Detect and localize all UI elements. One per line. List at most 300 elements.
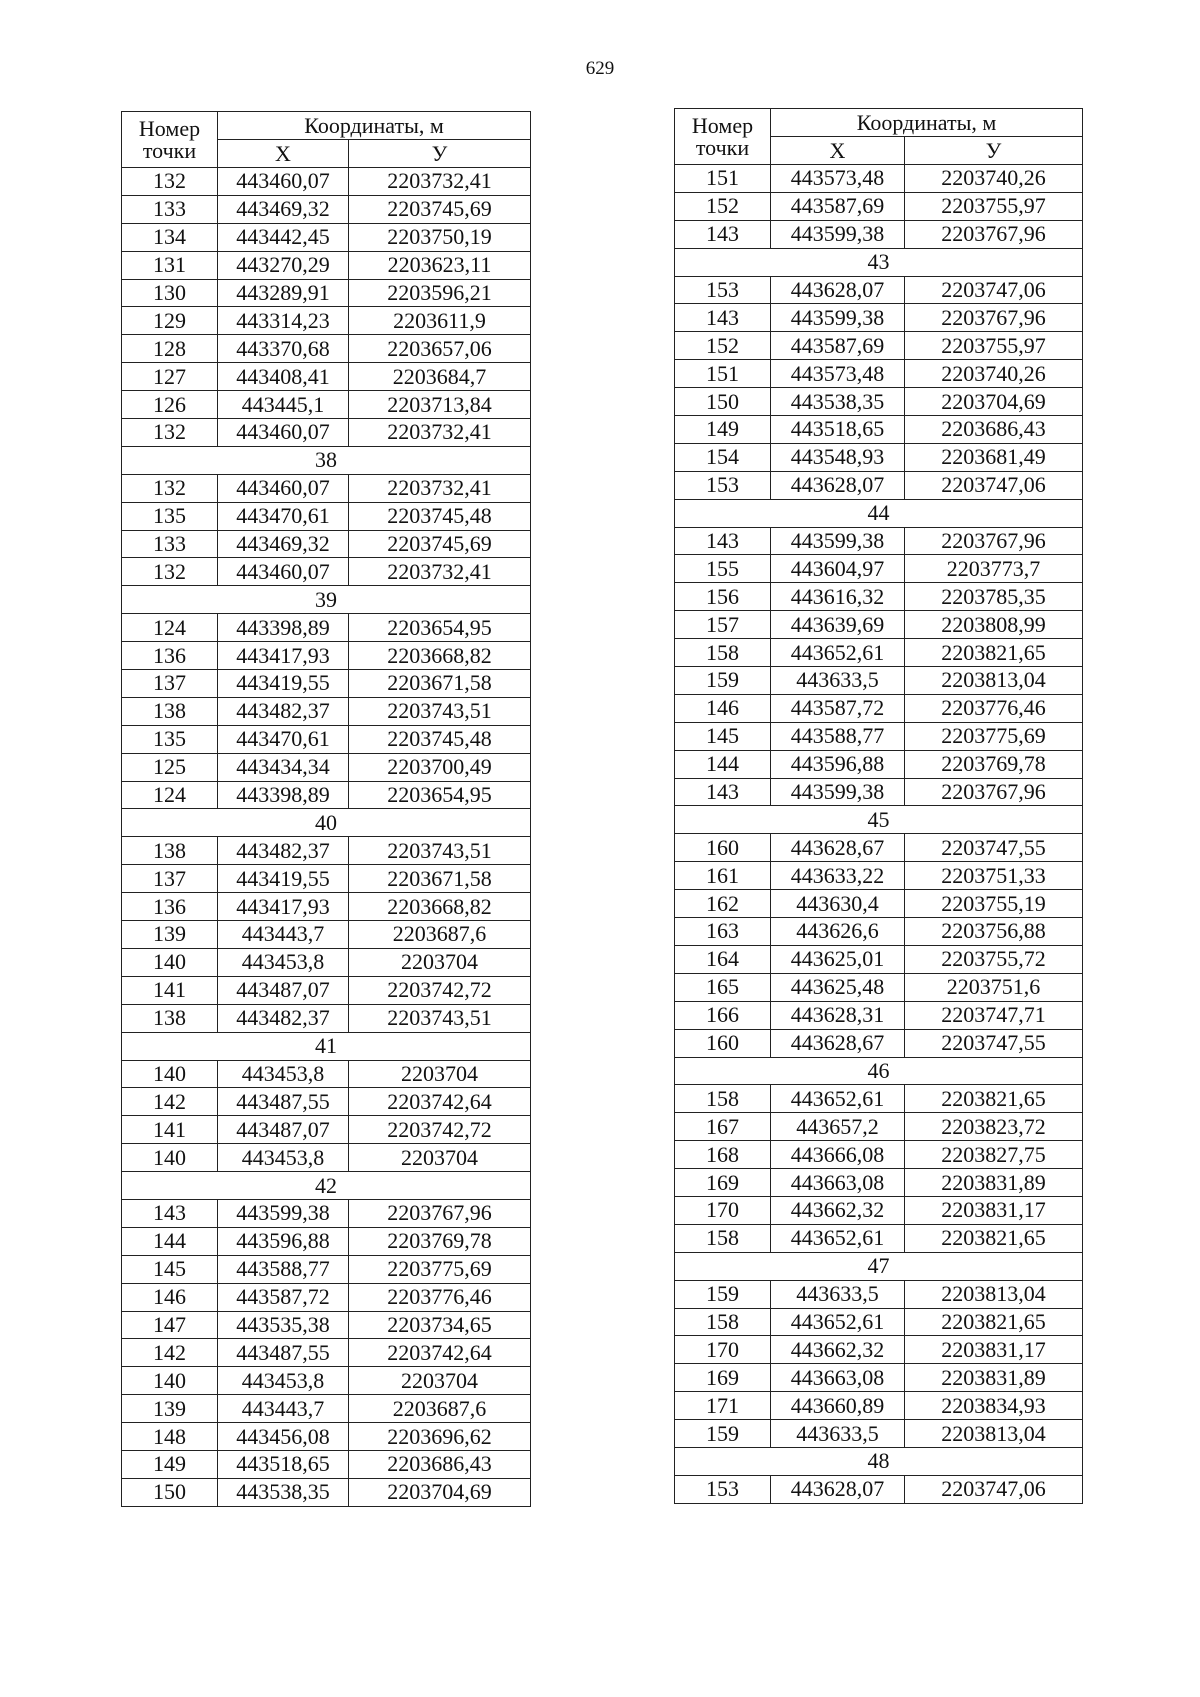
y-coordinate-cell: 2203747,06	[905, 471, 1083, 499]
x-coordinate-cell: 443588,77	[218, 1255, 349, 1283]
y-coordinate-cell: 2203740,26	[905, 360, 1083, 388]
point-number-cell: 146	[675, 694, 771, 722]
y-coordinate-cell: 2203755,97	[905, 192, 1083, 220]
x-coordinate-cell: 443470,61	[218, 502, 349, 530]
x-coordinate-cell: 443652,61	[771, 1308, 905, 1336]
table-row	[122, 614, 531, 642]
x-coordinate-cell: 443470,61	[218, 725, 349, 753]
y-coordinate-cell: 2203751,33	[905, 862, 1083, 890]
table-row	[122, 530, 531, 558]
point-number-cell: 140	[122, 1060, 218, 1088]
table-row	[675, 694, 1083, 722]
section-number: 48	[675, 1447, 1083, 1475]
table-row	[122, 1088, 531, 1116]
table-row	[122, 921, 531, 949]
point-number-cell: 151	[675, 165, 771, 193]
y-coordinate-cell: 2203756,88	[905, 918, 1083, 946]
x-coordinate-cell: 443270,29	[218, 251, 349, 279]
y-coordinate-cell: 2203686,43	[905, 416, 1083, 444]
y-coordinate-cell: 2203596,21	[349, 279, 531, 307]
x-coordinate-cell: 443573,48	[771, 165, 905, 193]
x-coordinate-cell: 443588,77	[771, 722, 905, 750]
x-coordinate-cell: 443314,23	[218, 307, 349, 335]
point-number-cell: 143	[675, 304, 771, 332]
point-number-cell: 128	[122, 335, 218, 363]
point-number-cell: 127	[122, 363, 218, 391]
point-number-cell: 171	[675, 1392, 771, 1420]
y-coordinate-cell: 2203767,96	[905, 527, 1083, 555]
x-coordinate-cell: 443628,07	[771, 276, 905, 304]
header-point-number-line2: точки	[142, 137, 197, 163]
y-coordinate-cell: 2203742,72	[349, 1116, 531, 1144]
x-coordinate-cell: 443663,08	[771, 1169, 905, 1197]
x-coordinate-cell: 443398,89	[218, 614, 349, 642]
table-row	[675, 1364, 1083, 1392]
point-number-cell: 138	[122, 697, 218, 725]
x-coordinate-cell: 443587,69	[771, 332, 905, 360]
x-coordinate-cell: 443587,69	[771, 192, 905, 220]
table-row	[122, 1311, 531, 1339]
point-number-cell: 156	[675, 583, 771, 611]
point-number-cell: 160	[675, 1029, 771, 1057]
table-row	[122, 697, 531, 725]
point-number-cell: 138	[122, 837, 218, 865]
point-number-cell: 161	[675, 862, 771, 890]
x-coordinate-cell: 443662,32	[771, 1336, 905, 1364]
table-row	[675, 1196, 1083, 1224]
table-row	[675, 890, 1083, 918]
header-point-number-line1: Номер	[691, 112, 754, 138]
section-row	[675, 1252, 1083, 1280]
point-number-cell: 150	[675, 388, 771, 416]
table-row	[675, 778, 1083, 806]
table-row	[675, 945, 1083, 973]
x-coordinate-cell: 443652,61	[771, 1085, 905, 1113]
point-number-cell: 132	[122, 419, 218, 447]
y-coordinate-cell: 2203834,93	[905, 1392, 1083, 1420]
point-number-cell: 143	[675, 778, 771, 806]
point-number-cell: 149	[675, 416, 771, 444]
point-number-cell: 151	[675, 360, 771, 388]
y-coordinate-cell: 2203696,62	[349, 1423, 531, 1451]
y-coordinate-cell: 2203747,71	[905, 1001, 1083, 1029]
x-coordinate-cell: 443460,07	[218, 168, 349, 196]
x-coordinate-cell: 443419,55	[218, 865, 349, 893]
x-coordinate-cell: 443633,22	[771, 862, 905, 890]
x-coordinate-cell: 443666,08	[771, 1141, 905, 1169]
point-number-cell: 145	[675, 722, 771, 750]
y-coordinate-cell: 2203742,72	[349, 976, 531, 1004]
x-coordinate-cell: 443487,07	[218, 1116, 349, 1144]
point-number-cell: 125	[122, 753, 218, 781]
y-coordinate-cell: 2203767,96	[905, 778, 1083, 806]
y-coordinate-cell: 2203821,65	[905, 1224, 1083, 1252]
table-row	[122, 753, 531, 781]
x-coordinate-cell: 443587,72	[771, 694, 905, 722]
table-row	[122, 391, 531, 419]
y-coordinate-cell: 2203821,65	[905, 1308, 1083, 1336]
point-number-cell: 146	[122, 1283, 218, 1311]
x-coordinate-cell: 443628,31	[771, 1001, 905, 1029]
point-number-cell: 160	[675, 834, 771, 862]
point-number-cell: 153	[675, 276, 771, 304]
table-row	[122, 642, 531, 670]
table-row	[122, 1283, 531, 1311]
table-row	[675, 1475, 1083, 1503]
y-coordinate-cell: 2203755,19	[905, 890, 1083, 918]
point-number-cell: 158	[675, 1224, 771, 1252]
x-coordinate-cell: 443460,07	[218, 558, 349, 586]
y-coordinate-cell: 2203821,65	[905, 1085, 1083, 1113]
x-coordinate-cell: 443535,38	[218, 1311, 349, 1339]
point-number-cell: 134	[122, 223, 218, 251]
section-number: 38	[122, 446, 531, 474]
y-coordinate-cell: 2203732,41	[349, 474, 531, 502]
point-number-cell: 132	[122, 168, 218, 196]
y-coordinate-cell: 2203755,97	[905, 332, 1083, 360]
x-coordinate-cell: 443628,07	[771, 1475, 905, 1503]
y-coordinate-cell: 2203687,6	[349, 921, 531, 949]
x-coordinate-cell: 443538,35	[771, 388, 905, 416]
header-coordinates: Координаты, м	[771, 109, 1083, 137]
y-coordinate-cell: 2203831,89	[905, 1364, 1083, 1392]
x-coordinate-cell: 443487,55	[218, 1339, 349, 1367]
table-row	[122, 1060, 531, 1088]
y-coordinate-cell: 2203827,75	[905, 1141, 1083, 1169]
table-row	[675, 192, 1083, 220]
point-number-cell: 153	[675, 1475, 771, 1503]
point-number-cell: 143	[675, 220, 771, 248]
point-number-cell: 129	[122, 307, 218, 335]
table-row	[122, 307, 531, 335]
x-coordinate-cell: 443628,07	[771, 471, 905, 499]
x-coordinate-cell: 443626,6	[771, 918, 905, 946]
y-coordinate-cell: 2203755,72	[905, 945, 1083, 973]
y-coordinate-cell: 2203668,82	[349, 642, 531, 670]
table-row	[675, 165, 1083, 193]
x-coordinate-cell: 443662,32	[771, 1196, 905, 1224]
x-coordinate-cell: 443599,38	[771, 527, 905, 555]
y-coordinate-cell: 2203704	[349, 1367, 531, 1395]
point-number-cell: 159	[675, 1280, 771, 1308]
header-y: У	[349, 140, 531, 168]
y-coordinate-cell: 2203751,6	[905, 973, 1083, 1001]
x-coordinate-cell: 443587,72	[218, 1283, 349, 1311]
x-coordinate-cell: 443625,48	[771, 973, 905, 1001]
y-coordinate-cell: 2203767,96	[349, 1199, 531, 1227]
y-coordinate-cell: 2203742,64	[349, 1088, 531, 1116]
table-row	[675, 862, 1083, 890]
y-coordinate-cell: 2203776,46	[349, 1283, 531, 1311]
y-coordinate-cell: 2203745,69	[349, 530, 531, 558]
point-number-cell: 132	[122, 474, 218, 502]
x-coordinate-cell: 443518,65	[771, 416, 905, 444]
x-coordinate-cell: 443487,07	[218, 976, 349, 1004]
point-number-cell: 143	[122, 1199, 218, 1227]
point-number-cell: 152	[675, 332, 771, 360]
y-coordinate-cell: 2203657,06	[349, 335, 531, 363]
point-number-cell: 150	[122, 1478, 218, 1506]
point-number-cell: 169	[675, 1169, 771, 1197]
x-coordinate-cell: 443398,89	[218, 781, 349, 809]
table-row	[122, 670, 531, 698]
y-coordinate-cell: 2203713,84	[349, 391, 531, 419]
x-coordinate-cell: 443538,35	[218, 1478, 349, 1506]
x-coordinate-cell: 443652,61	[771, 1224, 905, 1252]
x-coordinate-cell: 443460,07	[218, 474, 349, 502]
table-row	[122, 251, 531, 279]
table-row	[675, 1085, 1083, 1113]
section-number: 44	[675, 499, 1083, 527]
x-coordinate-cell: 443453,8	[218, 948, 349, 976]
y-coordinate-cell: 2203785,35	[905, 583, 1083, 611]
table-row	[675, 1001, 1083, 1029]
point-number-cell: 137	[122, 865, 218, 893]
table-row	[122, 865, 531, 893]
header-x: X	[218, 140, 349, 168]
point-number-cell: 159	[675, 667, 771, 695]
y-coordinate-cell: 2203623,11	[349, 251, 531, 279]
x-coordinate-cell: 443453,8	[218, 1367, 349, 1395]
y-coordinate-cell: 2203734,65	[349, 1311, 531, 1339]
table-row	[675, 583, 1083, 611]
y-coordinate-cell: 2203704	[349, 1144, 531, 1172]
table-row	[675, 388, 1083, 416]
page-number: 629	[585, 58, 615, 79]
y-coordinate-cell: 2203767,96	[905, 220, 1083, 248]
y-coordinate-cell: 2203740,26	[905, 165, 1083, 193]
table-row	[675, 722, 1083, 750]
table-row	[122, 837, 531, 865]
section-row	[122, 586, 531, 614]
y-coordinate-cell: 2203671,58	[349, 670, 531, 698]
y-coordinate-cell: 2203813,04	[905, 1420, 1083, 1448]
x-coordinate-cell: 443453,8	[218, 1060, 349, 1088]
x-coordinate-cell: 443482,37	[218, 697, 349, 725]
x-coordinate-cell: 443417,93	[218, 893, 349, 921]
table-row	[122, 474, 531, 502]
table-row	[122, 195, 531, 223]
point-number-cell: 135	[122, 502, 218, 530]
point-number-cell: 145	[122, 1255, 218, 1283]
x-coordinate-cell: 443599,38	[771, 304, 905, 332]
table-row	[675, 1141, 1083, 1169]
y-coordinate-cell: 2203742,64	[349, 1339, 531, 1367]
table-row	[122, 419, 531, 447]
table-row	[675, 973, 1083, 1001]
y-coordinate-cell: 2203831,17	[905, 1196, 1083, 1224]
x-coordinate-cell: 443482,37	[218, 837, 349, 865]
point-number-cell: 157	[675, 611, 771, 639]
table-row	[675, 527, 1083, 555]
table-row	[122, 502, 531, 530]
point-number-cell: 144	[675, 750, 771, 778]
y-coordinate-cell: 2203743,51	[349, 697, 531, 725]
table-row	[675, 639, 1083, 667]
point-number-cell: 136	[122, 642, 218, 670]
point-number-cell: 153	[675, 471, 771, 499]
x-coordinate-cell: 443652,61	[771, 639, 905, 667]
point-number-cell: 140	[122, 1144, 218, 1172]
table-row	[122, 168, 531, 196]
x-coordinate-cell: 443419,55	[218, 670, 349, 698]
point-number-cell: 158	[675, 1308, 771, 1336]
x-coordinate-cell: 443616,32	[771, 583, 905, 611]
x-coordinate-cell: 443596,88	[771, 750, 905, 778]
table-row	[675, 1336, 1083, 1364]
point-number-cell: 166	[675, 1001, 771, 1029]
y-coordinate-cell: 2203813,04	[905, 667, 1083, 695]
x-coordinate-cell: 443657,2	[771, 1113, 905, 1141]
y-coordinate-cell: 2203700,49	[349, 753, 531, 781]
y-coordinate-cell: 2203654,95	[349, 614, 531, 642]
table-row	[122, 1199, 531, 1227]
point-number-cell: 168	[675, 1141, 771, 1169]
point-number-cell: 163	[675, 918, 771, 946]
header-x: X	[771, 137, 905, 165]
point-number-cell: 130	[122, 279, 218, 307]
table-row	[122, 1395, 531, 1423]
table-row	[675, 1420, 1083, 1448]
section-row	[122, 1172, 531, 1200]
y-coordinate-cell: 2203732,41	[349, 558, 531, 586]
y-coordinate-cell: 2203823,72	[905, 1113, 1083, 1141]
table-row	[122, 1116, 531, 1144]
x-coordinate-cell: 443417,93	[218, 642, 349, 670]
table-row	[675, 555, 1083, 583]
header-coordinates: Координаты, м	[218, 112, 531, 140]
point-number-cell: 141	[122, 1116, 218, 1144]
y-coordinate-cell: 2203831,89	[905, 1169, 1083, 1197]
y-coordinate-cell: 2203821,65	[905, 639, 1083, 667]
point-number-cell: 170	[675, 1336, 771, 1364]
x-coordinate-cell: 443596,88	[218, 1227, 349, 1255]
header-y: У	[905, 137, 1083, 165]
x-coordinate-cell: 443442,45	[218, 223, 349, 251]
point-number-cell: 169	[675, 1364, 771, 1392]
section-row	[122, 446, 531, 474]
x-coordinate-cell: 443548,93	[771, 443, 905, 471]
point-number-cell: 158	[675, 1085, 771, 1113]
x-coordinate-cell: 443633,5	[771, 1420, 905, 1448]
y-coordinate-cell: 2203745,48	[349, 725, 531, 753]
x-coordinate-cell: 443628,67	[771, 834, 905, 862]
table-row	[122, 335, 531, 363]
point-number-cell: 133	[122, 195, 218, 223]
point-number-cell: 158	[675, 639, 771, 667]
y-coordinate-cell: 2203671,58	[349, 865, 531, 893]
section-row	[675, 1057, 1083, 1085]
point-number-cell: 137	[122, 670, 218, 698]
table-row	[675, 1029, 1083, 1057]
point-number-cell: 141	[122, 976, 218, 1004]
y-coordinate-cell: 2203776,46	[905, 694, 1083, 722]
y-coordinate-cell: 2203747,55	[905, 834, 1083, 862]
section-row	[675, 1447, 1083, 1475]
x-coordinate-cell: 443663,08	[771, 1364, 905, 1392]
table-header-row	[122, 112, 531, 140]
table-row	[122, 1255, 531, 1283]
y-coordinate-cell: 2203684,7	[349, 363, 531, 391]
point-number-cell: 131	[122, 251, 218, 279]
x-coordinate-cell: 443604,97	[771, 555, 905, 583]
x-coordinate-cell: 443370,68	[218, 335, 349, 363]
x-coordinate-cell: 443599,38	[771, 778, 905, 806]
point-number-cell: 149	[122, 1450, 218, 1478]
table-row	[675, 611, 1083, 639]
x-coordinate-cell: 443456,08	[218, 1423, 349, 1451]
section-number: 42	[122, 1172, 531, 1200]
x-coordinate-cell: 443633,5	[771, 1280, 905, 1308]
y-coordinate-cell: 2203747,06	[905, 1475, 1083, 1503]
point-number-cell: 162	[675, 890, 771, 918]
point-number-cell: 138	[122, 1004, 218, 1032]
point-number-cell: 139	[122, 921, 218, 949]
x-coordinate-cell: 443625,01	[771, 945, 905, 973]
y-coordinate-cell: 2203769,78	[905, 750, 1083, 778]
table-row	[675, 416, 1083, 444]
x-coordinate-cell: 443599,38	[771, 220, 905, 248]
x-coordinate-cell: 443518,65	[218, 1450, 349, 1478]
y-coordinate-cell: 2203611,9	[349, 307, 531, 335]
x-coordinate-cell: 443460,07	[218, 419, 349, 447]
point-number-cell: 154	[675, 443, 771, 471]
y-coordinate-cell: 2203732,41	[349, 419, 531, 447]
table-row	[122, 1423, 531, 1451]
table-row	[122, 279, 531, 307]
x-coordinate-cell: 443660,89	[771, 1392, 905, 1420]
x-coordinate-cell: 443487,55	[218, 1088, 349, 1116]
x-coordinate-cell: 443443,7	[218, 921, 349, 949]
table-row	[675, 332, 1083, 360]
table-row	[675, 471, 1083, 499]
section-row	[122, 1032, 531, 1060]
table-row	[675, 750, 1083, 778]
y-coordinate-cell: 2203808,99	[905, 611, 1083, 639]
point-number-cell: 142	[122, 1088, 218, 1116]
table-row	[122, 363, 531, 391]
table-row	[122, 1450, 531, 1478]
y-coordinate-cell: 2203654,95	[349, 781, 531, 809]
y-coordinate-cell: 2203704	[349, 1060, 531, 1088]
table-row	[675, 1169, 1083, 1197]
y-coordinate-cell: 2203732,41	[349, 168, 531, 196]
point-number-cell: 152	[675, 192, 771, 220]
table-header-row	[675, 109, 1083, 137]
y-coordinate-cell: 2203747,06	[905, 276, 1083, 304]
section-number: 41	[122, 1032, 531, 1060]
x-coordinate-cell: 443434,34	[218, 753, 349, 781]
y-coordinate-cell: 2203704,69	[349, 1478, 531, 1506]
x-coordinate-cell: 443639,69	[771, 611, 905, 639]
y-coordinate-cell: 2203745,69	[349, 195, 531, 223]
table-row	[675, 1224, 1083, 1252]
point-number-cell: 159	[675, 1420, 771, 1448]
point-number-cell: 142	[122, 1339, 218, 1367]
point-number-cell: 148	[122, 1423, 218, 1451]
point-number-cell: 155	[675, 555, 771, 583]
x-coordinate-cell: 443482,37	[218, 1004, 349, 1032]
point-number-cell: 170	[675, 1196, 771, 1224]
point-number-cell: 124	[122, 614, 218, 642]
point-number-cell: 167	[675, 1113, 771, 1141]
x-coordinate-cell: 443633,5	[771, 667, 905, 695]
section-row	[675, 806, 1083, 834]
point-number-cell: 140	[122, 1367, 218, 1395]
y-coordinate-cell: 2203681,49	[905, 443, 1083, 471]
table-row	[675, 1113, 1083, 1141]
table-row	[122, 1478, 531, 1506]
